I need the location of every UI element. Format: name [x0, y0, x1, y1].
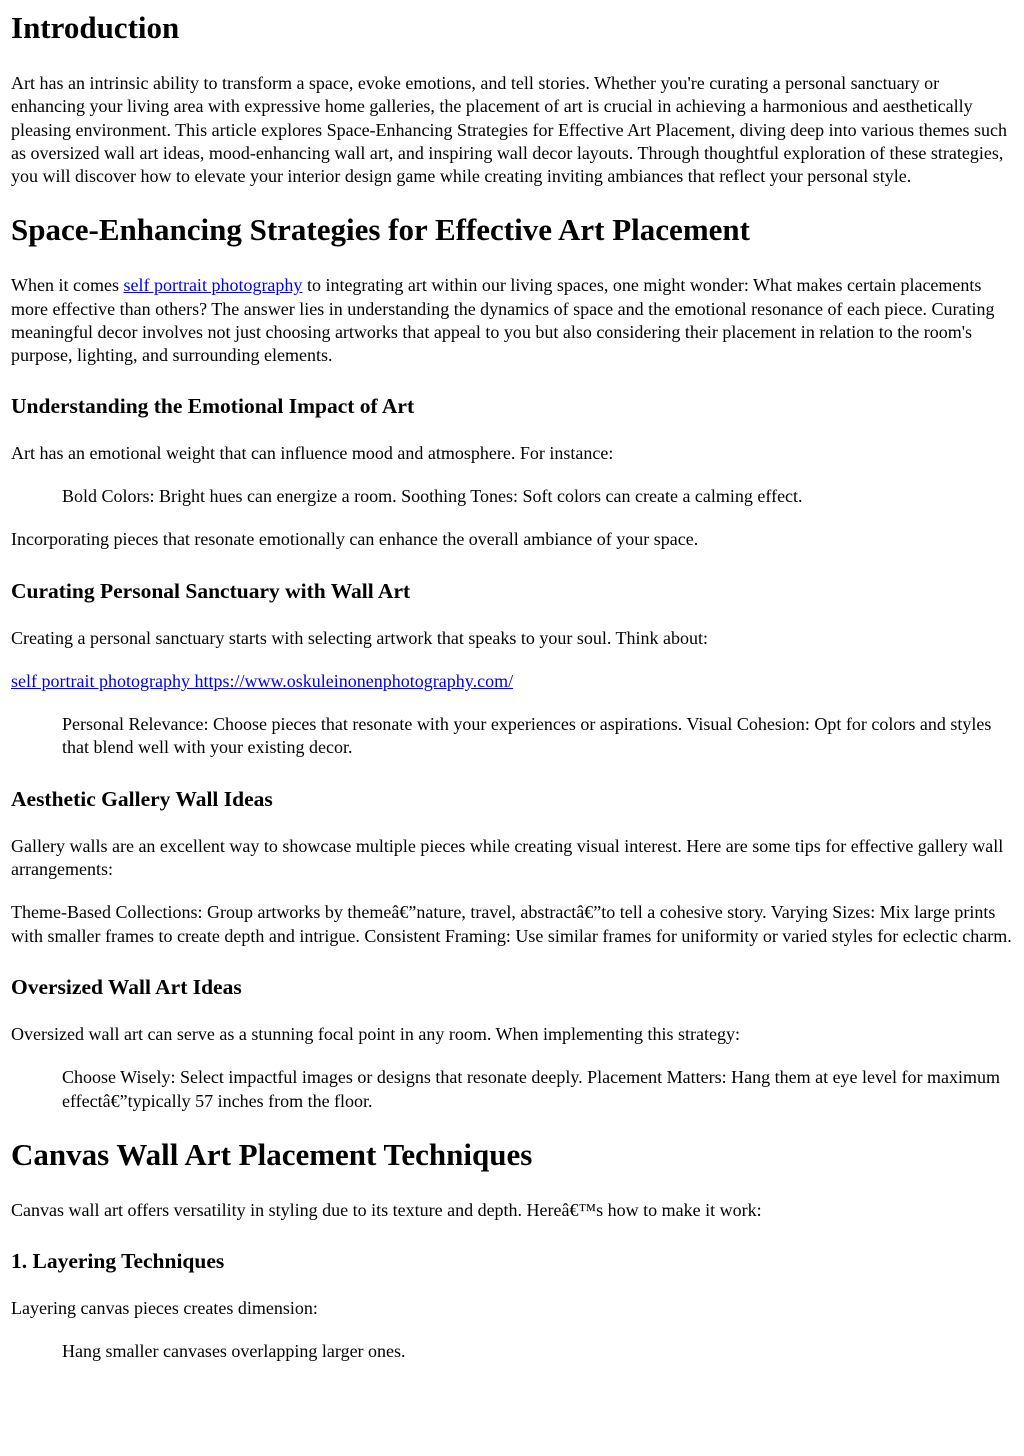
sanctuary-heading: Curating Personal Sanctuary with Wall Art: [11, 578, 411, 603]
oversized-intro: Oversized wall art can serve as a stunning focal point in any room. When implementing this strategy:: [11, 1023, 740, 1044]
strategies-text-before: When it comes: [11, 275, 124, 296]
oversized-list: Choose Wisely: Select impactful images or designs that resonate deeply. Placement Matters: Hang them at eye level for maximum effectâ€”typically 57 inches from the floor.: [62, 1067, 1001, 1111]
portfolio-link[interactable]: self portrait photography https://www.oskuleinonenphotography.com/: [11, 670, 514, 691]
gallery-tips: Theme-Based Collections: Group artworks by themeâ€”nature, travel, abstractâ€”to tell a cohesive story. Varying Sizes: Mix large prints with smaller frames to create depth and intrigue. Consistent Framing: Use similar frames for uniformity or varied styles for eclectic charm.: [11, 902, 1012, 946]
oversized-heading: Oversized Wall Art Ideas: [11, 974, 242, 999]
article: [0, 10, 1024, 1364]
intro-heading: Introduction: [11, 10, 180, 45]
sanctuary-intro: Creating a personal sanctuary starts with selecting artwork that speaks to your soul. Think about:: [11, 627, 709, 648]
emotional-intro: Art has an emotional weight that can influence mood and atmosphere. For instance:: [11, 442, 614, 463]
strategies-text-after: to integrating art within our living spaces, one might wonder: What makes certain placements more effective than others? The answer lies in understanding the dynamics of space and the emotional resonance of each piece. Curating meaningful decor involves not just choosing artworks that appeal to you but also considering their placement in relation to the room's purpose, lighting, and surrounding elements.: [11, 275, 995, 366]
canvas-intro: Canvas wall art offers versatility in styling due to its texture and depth. Hereâ€™s how to make it work:: [11, 1199, 762, 1220]
sanctuary-list: Personal Relevance: Choose pieces that resonate with your experiences or aspirations. Visual Cohesion: Opt for colors and styles that blend well with your existing decor.: [62, 714, 992, 758]
emotional-list: Bold Colors: Bright hues can energize a room. Soothing Tones: Soft colors can create a calming effect.: [62, 485, 803, 506]
emotional-outro: Incorporating pieces that resonate emotionally can enhance the overall ambiance of your space.: [11, 529, 699, 550]
strategies-heading: Space-Enhancing Strategies for Effective Art Placement: [11, 212, 750, 248]
canvas-heading: Canvas Wall Art Placement Techniques: [11, 1136, 533, 1172]
layering-list: Hang smaller canvases overlapping larger ones.: [62, 1341, 406, 1362]
self-portrait-link[interactable]: self portrait photography: [123, 275, 303, 296]
gallery-intro: Gallery walls are an excellent way to showcase multiple pieces while creating visual interest. Here are some tips for effective gallery wall arrangements:: [11, 835, 1004, 880]
intro-paragraph: Art has an intrinsic ability to transform a space, evoke emotions, and tell stories. Whether you're curating a personal sanctuary or enhancing your living area with expressive home galleries, the placement of art is crucial in achieving a harmonious and aesthetically pleasing environment. This article explores Space-Enhancing Strategies for Effective Art Placement, diving deep into various themes such as oversized wall art ideas, mood-enhancing wall art, and inspiring wall decor layouts. Through thoughtful exploration of these strategies, you will discover how to elevate your interior design game while creating inviting ambiances that reflect your personal style.: [11, 73, 1008, 187]
emotional-heading: Understanding the Emotional Impact of Art: [11, 393, 415, 418]
layering-heading: 1. Layering Techniques: [11, 1249, 225, 1274]
gallery-heading: Aesthetic Gallery Wall Ideas: [11, 786, 273, 811]
sanctuary-link-paragraph: [11, 670, 1014, 693]
layering-intro: Layering canvas pieces creates dimension:: [11, 1298, 318, 1319]
strategies-paragraph: [11, 274, 1014, 367]
